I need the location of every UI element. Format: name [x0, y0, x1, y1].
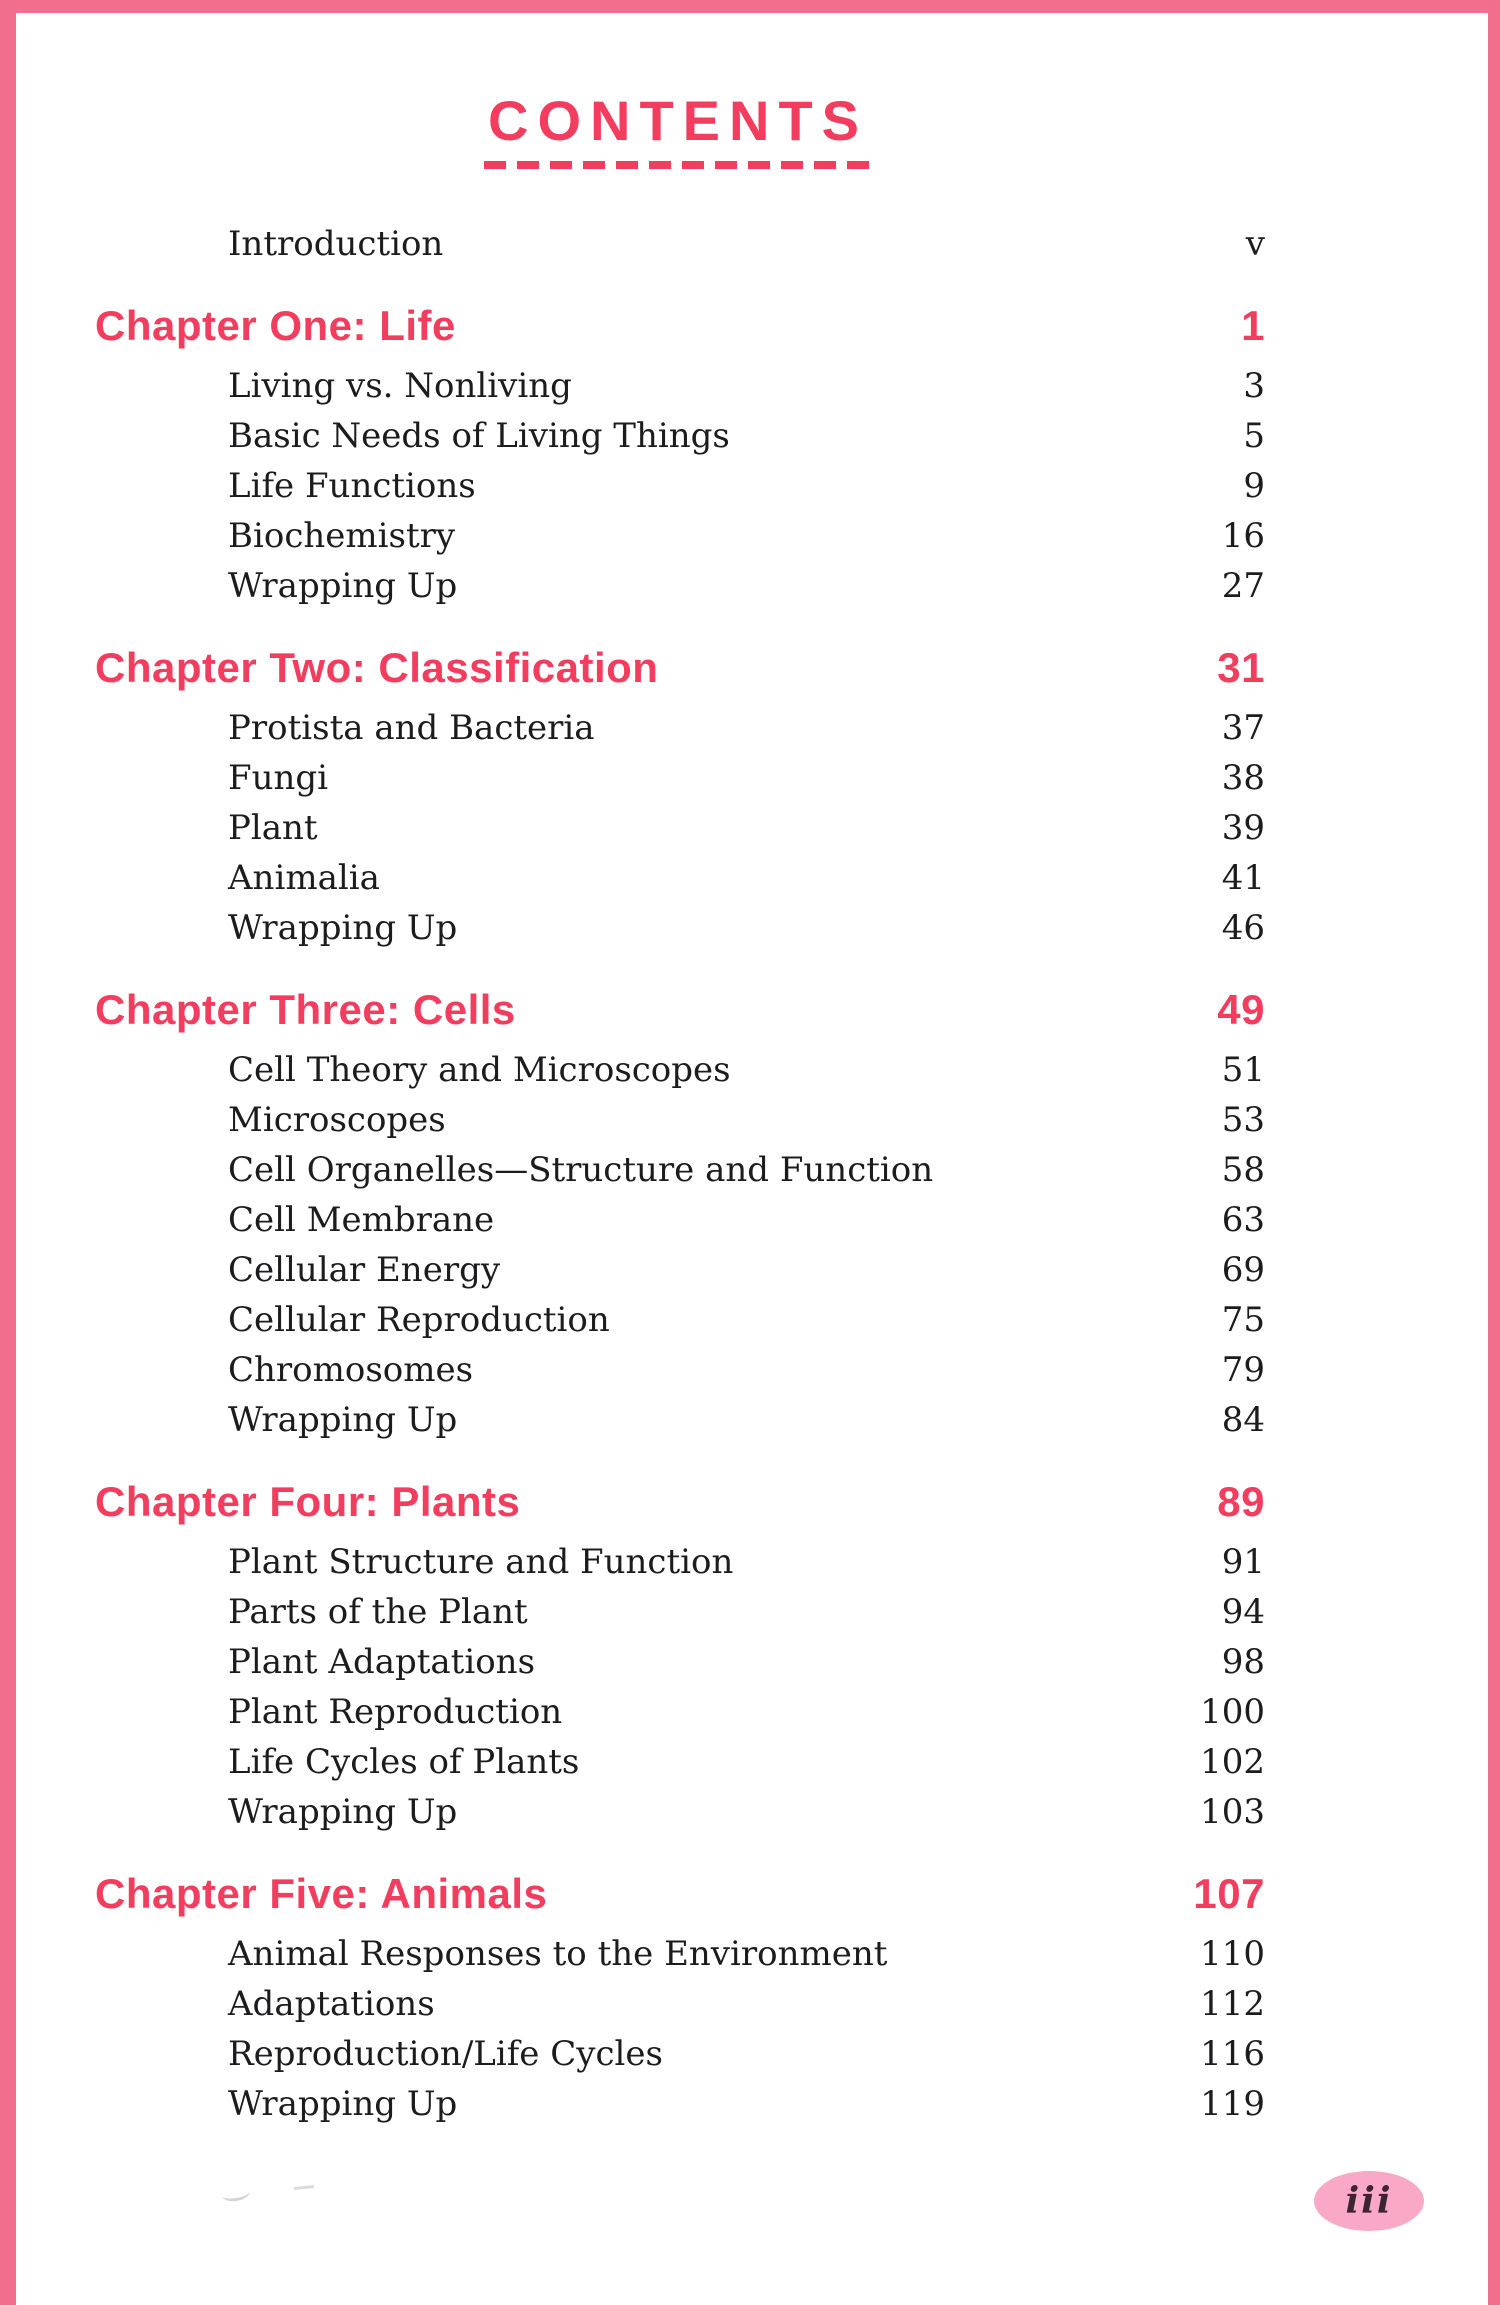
entry-page-number: 5	[1243, 416, 1265, 456]
toc-entry	[95, 803, 1265, 853]
entry-page-number: 3	[1243, 366, 1265, 406]
toc-entry	[95, 753, 1265, 803]
chapter-title: Chapter Five: Animals	[95, 1870, 548, 1917]
toc-entry	[95, 1787, 1265, 1837]
entry-page-number: 94	[1221, 1592, 1265, 1632]
entry-label: Introduction	[228, 224, 444, 264]
page-number: iii	[1345, 2180, 1393, 2222]
entry-page-number: 103	[1200, 1792, 1265, 1832]
entry-label: Chromosomes	[228, 1350, 474, 1390]
entry-label: Basic Needs of Living Things	[228, 416, 730, 456]
toc-entry	[95, 1637, 1265, 1687]
entry-label: Living vs. Nonliving	[228, 366, 572, 406]
toc-entry-introduction	[95, 219, 1265, 269]
chapter-page-number: 89	[1217, 1478, 1265, 1525]
entry-label: Plant	[228, 808, 318, 848]
entry-label: Wrapping Up	[228, 1400, 458, 1440]
entry-page-number: 63	[1221, 1200, 1265, 1240]
toc-entry	[95, 1295, 1265, 1345]
entry-label: Cellular Reproduction	[228, 1300, 610, 1340]
toc-entry	[95, 361, 1265, 411]
entry-label: Plant Structure and Function	[228, 1542, 734, 1582]
entry-page-number: 116	[1200, 2034, 1265, 2074]
chapter-title: Chapter Two: Classification	[95, 644, 659, 691]
toc-entry	[95, 1587, 1265, 1637]
entry-page-number: 58	[1221, 1150, 1265, 1190]
page-title: CONTENTS	[484, 88, 876, 169]
entry-label: Biochemistry	[228, 516, 456, 556]
toc-entry	[95, 1145, 1265, 1195]
toc-entry	[95, 1395, 1265, 1445]
table-of-contents	[95, 88, 1265, 2129]
toc-entry	[95, 1345, 1265, 1395]
entry-page-number: 119	[1200, 2084, 1265, 2124]
entry-label: Fungi	[228, 758, 329, 798]
toc-entry	[95, 1095, 1265, 1145]
toc-entry	[95, 1737, 1265, 1787]
entry-label: Life Functions	[228, 466, 476, 506]
entry-label: Animalia	[228, 858, 380, 898]
entry-page-number: 75	[1221, 1300, 1265, 1340]
entry-label: Parts of the Plant	[228, 1592, 528, 1632]
contents-header	[95, 88, 1265, 169]
entry-page-number: 69	[1221, 1250, 1265, 1290]
entry-page-number: 53	[1221, 1100, 1265, 1140]
entry-page-number: 37	[1221, 708, 1265, 748]
entry-page-number: 102	[1200, 1742, 1265, 1782]
entry-page-number: 51	[1221, 1050, 1265, 1090]
entry-page-number: 9	[1243, 466, 1265, 506]
toc-entry	[95, 903, 1265, 953]
chapter-heading-row	[95, 643, 1265, 693]
entry-label: Protista and Bacteria	[228, 708, 595, 748]
entry-label: Animal Responses to the Environment	[228, 1934, 888, 1974]
entry-page-number: 79	[1221, 1350, 1265, 1390]
entry-page-number: 98	[1221, 1642, 1265, 1682]
page-edge-strip-right	[1488, 0, 1500, 2305]
entry-page-number: 110	[1200, 1934, 1265, 1974]
pencil-mark	[221, 2184, 251, 2204]
toc-entry	[95, 561, 1265, 611]
toc-entry	[95, 1245, 1265, 1295]
toc-entry	[95, 411, 1265, 461]
entry-page-number: 27	[1221, 566, 1265, 606]
toc-entry	[95, 2029, 1265, 2079]
chapter-title: Chapter One: Life	[95, 302, 456, 349]
toc-entry	[95, 1979, 1265, 2029]
entry-page-number: 16	[1221, 516, 1265, 556]
chapter-heading-row	[95, 985, 1265, 1035]
entry-page-number: 112	[1200, 1984, 1265, 2024]
entry-label: Life Cycles of Plants	[228, 1742, 580, 1782]
entry-label: Wrapping Up	[228, 1792, 458, 1832]
chapter-heading-row	[95, 1869, 1265, 1919]
toc-entry	[95, 511, 1265, 561]
entry-label: Cell Membrane	[228, 1200, 495, 1240]
chapter-section	[95, 1869, 1265, 2129]
entry-label: Microscopes	[228, 1100, 446, 1140]
entry-label: Cellular Energy	[228, 1250, 501, 1290]
toc-entry	[95, 853, 1265, 903]
chapter-heading-row	[95, 301, 1265, 351]
entry-page-number: 41	[1221, 858, 1265, 898]
entry-label: Reproduction/Life Cycles	[228, 2034, 663, 2074]
entry-page-number: 100	[1200, 1692, 1265, 1732]
entry-page-number: 84	[1221, 1400, 1265, 1440]
page-edge-strip-left	[0, 0, 16, 2305]
entry-label: Adaptations	[228, 1984, 435, 2024]
chapter-page-number: 107	[1193, 1870, 1265, 1917]
entry-label: Cell Organelles—Structure and Function	[228, 1150, 934, 1190]
entry-label: Cell Theory and Microscopes	[228, 1050, 731, 1090]
chapter-section	[95, 643, 1265, 953]
toc-entry	[95, 1045, 1265, 1095]
chapter-section	[95, 301, 1265, 611]
toc-entry	[95, 1195, 1265, 1245]
entry-page-number: 46	[1221, 908, 1265, 948]
toc-entry	[95, 703, 1265, 753]
chapter-page-number: 49	[1217, 986, 1265, 1033]
entry-page-number: 39	[1221, 808, 1265, 848]
toc-entry	[95, 1537, 1265, 1587]
chapter-title: Chapter Three: Cells	[95, 986, 516, 1033]
pencil-mark	[294, 2185, 314, 2190]
chapter-page-number: 1	[1241, 302, 1265, 349]
entry-label: Plant Reproduction	[228, 1692, 563, 1732]
entry-label: Wrapping Up	[228, 566, 458, 606]
chapter-title: Chapter Four: Plants	[95, 1478, 521, 1525]
toc-entry	[95, 1929, 1265, 1979]
entry-page-number: v	[1245, 224, 1265, 264]
entry-page-number: 38	[1221, 758, 1265, 798]
entry-label: Plant Adaptations	[228, 1642, 536, 1682]
toc-entry	[95, 461, 1265, 511]
chapter-heading-row	[95, 1477, 1265, 1527]
chapter-page-number: 31	[1217, 644, 1265, 691]
entry-label: Wrapping Up	[228, 908, 458, 948]
chapter-section	[95, 985, 1265, 1445]
chapter-list	[95, 301, 1265, 2129]
entry-label: Wrapping Up	[228, 2084, 458, 2124]
page-edge-strip-top	[0, 0, 1500, 13]
page-number-badge	[1314, 2171, 1424, 2231]
toc-entry	[95, 2079, 1265, 2129]
toc-entry	[95, 1687, 1265, 1737]
entry-page-number: 91	[1221, 1542, 1265, 1582]
chapter-section	[95, 1477, 1265, 1837]
